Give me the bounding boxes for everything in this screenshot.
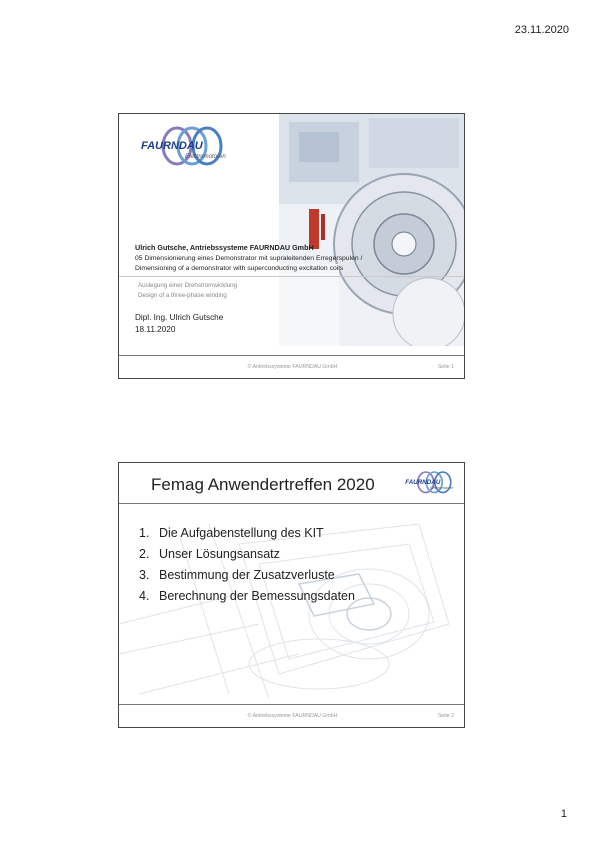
agenda-item — [139, 565, 355, 586]
agenda-item-text: Die Aufgabenstellung des KIT — [159, 526, 324, 540]
agenda-item-text: Unser Lösungsansatz — [159, 547, 280, 561]
agenda-item-text: Bestimmung der Zusatzverluste — [159, 568, 335, 582]
subtitle-en: Design of a three-phase winding — [138, 292, 227, 299]
svg-text:Elektromotoren: Elektromotoren — [430, 486, 454, 491]
author-line: Ulrich Gutsche, Antriebssysteme FAURNDAU GmbH — [135, 243, 314, 252]
title-en: Dimensioning of a demonstrator with superconducting excitation coils — [135, 265, 344, 272]
footer-copyright: © Antriebssysteme FAURNDAU GmbH — [247, 713, 338, 719]
title-divider — [119, 503, 465, 504]
faurndau-logo — [137, 120, 239, 178]
agenda-item-number: 2. — [139, 547, 150, 561]
agenda-item-text: Berechnung der Bemessungsdaten — [159, 589, 355, 603]
footer-copyright: © Antriebssysteme FAURNDAU GmbH — [247, 364, 338, 370]
agenda-item — [139, 544, 355, 565]
agenda-item — [139, 523, 355, 544]
footer-page-number: Seite 1 — [437, 364, 454, 370]
slide-title: Femag Anwendertreffen 2020 — [151, 475, 375, 494]
slide-1 — [118, 113, 465, 379]
agenda-item — [139, 586, 355, 607]
agenda-item-number: 3. — [139, 568, 150, 582]
footer-divider — [119, 355, 465, 356]
svg-text:FAURNDAU: FAURNDAU — [141, 140, 203, 152]
page-number: 1 — [560, 808, 567, 820]
machine-photo — [279, 114, 465, 346]
svg-text:FAURNDAU: FAURNDAU — [405, 479, 441, 486]
presentation-date: 18.11.2020 — [135, 325, 176, 334]
footer-page-number: Seite 2 — [437, 713, 454, 719]
title-de: 05 Dimensionierung eines Demonstrator mit supraleitenden Erregerspulen / — [135, 255, 363, 262]
footer-divider — [119, 704, 465, 705]
page-date: 23.11.2020 — [514, 24, 569, 36]
agenda-item-number: 1. — [139, 526, 150, 540]
presenter: Dipl. Ing. Ulrich Gutsche — [135, 313, 224, 322]
divider — [119, 276, 465, 277]
svg-text:Elektromotoren: Elektromotoren — [185, 154, 226, 160]
subtitle-de: Auslegung einer Drehstromwicklung — [138, 282, 238, 289]
faurndau-logo — [403, 467, 461, 501]
slide-2 — [118, 462, 465, 728]
agenda-list — [139, 523, 355, 607]
agenda-item-number: 4. — [139, 589, 150, 603]
